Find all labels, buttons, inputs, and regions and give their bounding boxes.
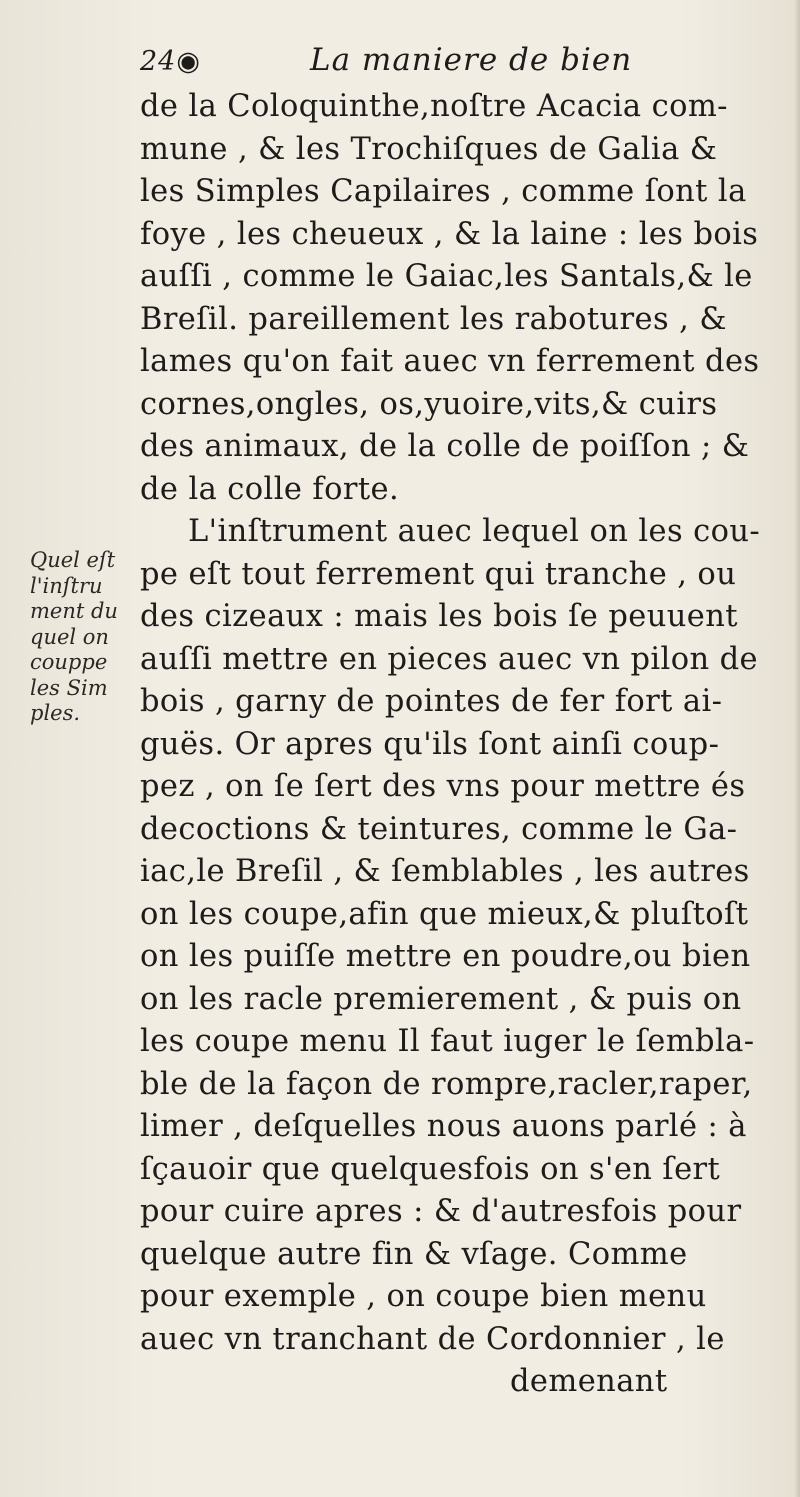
text-line: ble de la façon de rompre,racler,raper, <box>140 1066 753 1102</box>
text-line: des animaux, de la colle de poiſſon ; & <box>140 429 750 464</box>
text-line: L'inſtrument auec lequel on les cou- <box>188 514 761 549</box>
text-line: pez , on ſe ſert des vns pour mettre és <box>140 769 746 804</box>
text-line: auſſi mettre en pieces auec vn pilon de <box>140 641 758 677</box>
text-line: pe eſt tout ferrement qui tranche , ou <box>140 556 737 592</box>
margin-note-line: quel on <box>30 624 109 649</box>
page-edge-shadow <box>794 0 800 1497</box>
text-line: auſſi , comme le Gaiac,les Santals,& le <box>140 259 753 294</box>
text-line: mune , & les Trochiſques de Galia & <box>140 131 718 167</box>
text-line: ſçauoir que quelquesfois on s'en ſert <box>140 1151 721 1187</box>
text-line: limer , deſquelles nous auons parlé : à <box>140 1109 747 1144</box>
page-header <box>140 42 700 82</box>
text-line: bois , garny de pointes de fer fort ai- <box>140 684 723 719</box>
margin-note <box>30 548 138 727</box>
margin-note-line: ment du <box>30 599 118 623</box>
text-line: de la Coloquinthe,noſtre Acacia com- <box>140 89 728 124</box>
text-line: decoctions & teintures, comme le Ga- <box>140 811 738 847</box>
text-line: lames qu'on fait auec vn ferrement des <box>140 344 760 379</box>
text-line: iac,le Breſil , & ſemblables , les autres <box>140 854 750 889</box>
text-line: Breſil. pareillement les rabotures , & <box>140 301 727 337</box>
text-line: pour cuire apres : & d'autresfois pour <box>140 1194 742 1229</box>
margin-note-line: l'inſtru <box>30 573 103 598</box>
text-line: quelque autre fin & vſage. Comme <box>140 1236 688 1272</box>
margin-note-line: couppe <box>30 650 108 674</box>
text-line: foye , les cheueux , & la laine : les bois <box>140 216 759 252</box>
running-title: La maniere de bien <box>310 42 633 78</box>
text-line: guës. Or apres qu'ils ſont ainſi coup- <box>140 726 720 762</box>
text-line: les Simples Capilaires , comme ſont la <box>140 174 747 209</box>
text-line: on les racle premierement , & puis on <box>140 981 742 1017</box>
text-line: auec vn tranchant de Cordonnier , le <box>140 1321 725 1357</box>
text-line: cornes,ongles, os,yuoire,vits,& cuirs <box>140 386 718 422</box>
text-line: on les puiſſe mettre en poudre,ou bien <box>140 939 751 974</box>
margin-note-line: ples. <box>30 701 81 725</box>
margin-note-line: les Sim <box>30 675 108 700</box>
text-line: les coupe menu Il faut iuger le ſembla- <box>140 1024 755 1059</box>
text-line: de la colle forte. <box>140 471 400 507</box>
page-number: 24◉ <box>140 46 201 77</box>
margin-note-line: Quel eſt <box>30 548 116 572</box>
text-line: des cizeaux : mais les bois ſe peuuent <box>140 599 738 634</box>
text-line: pour exemple , on coupe bien menu <box>140 1279 707 1314</box>
catchword: demenant <box>510 1364 668 1399</box>
text-line: on les coupe,afin que mieux,& pluſtoſt <box>140 896 749 932</box>
body-text <box>140 86 790 1404</box>
